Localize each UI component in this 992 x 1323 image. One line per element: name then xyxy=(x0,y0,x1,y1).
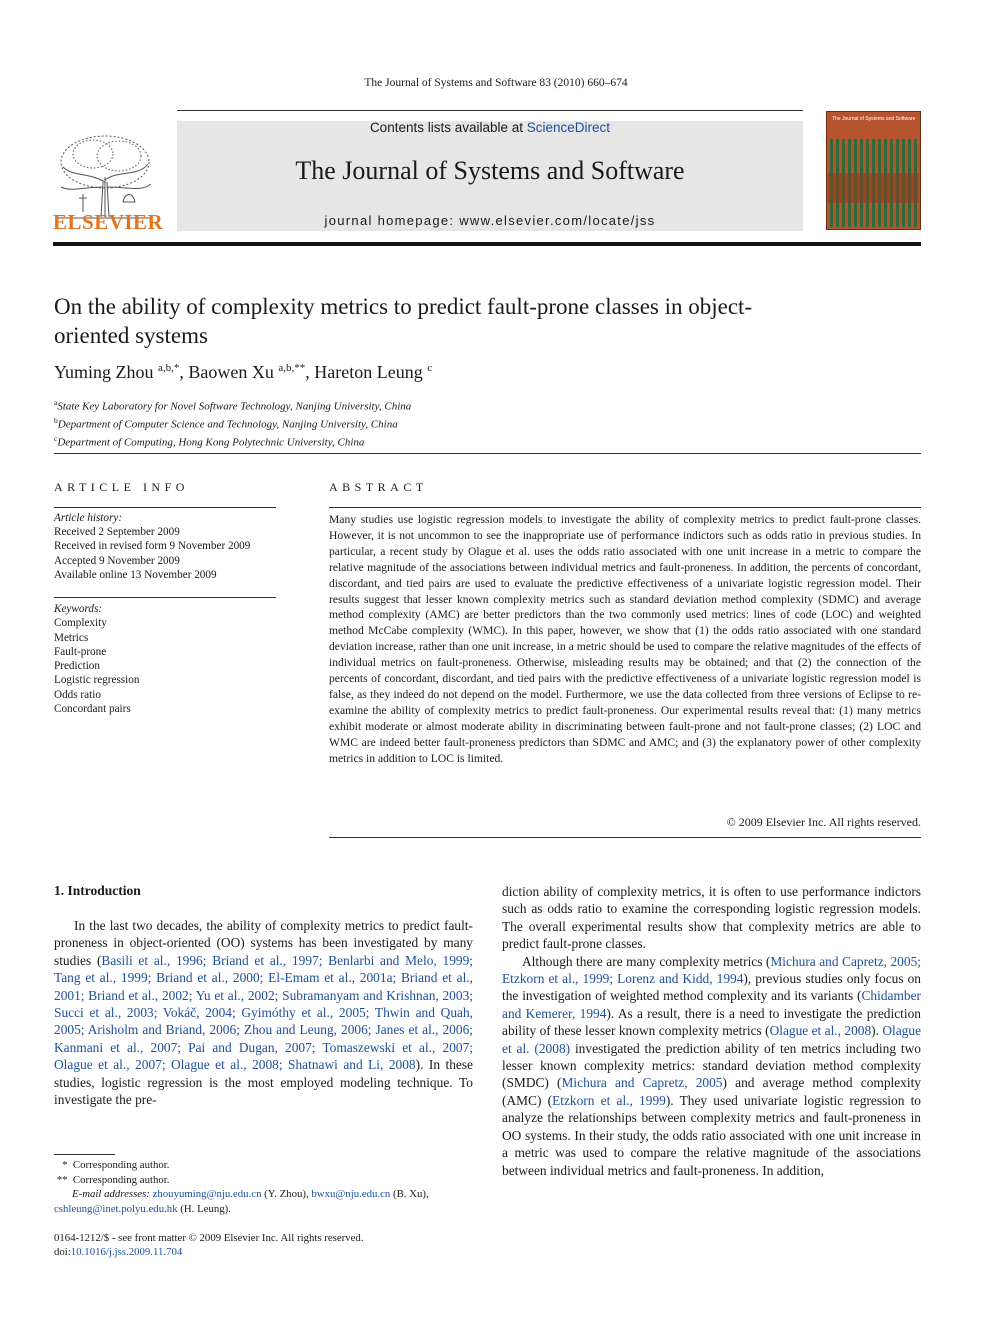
abstract-heading: ABSTRACT xyxy=(329,480,428,494)
footnote-rule xyxy=(54,1154,115,1155)
article-info-rule xyxy=(54,597,276,598)
author-list xyxy=(54,362,432,383)
citation-link[interactable]: Olague et al. (2008) xyxy=(502,1023,922,1056)
text-run: ), previous studies only focus on the investigation of weighted method complexity and its variants ( xyxy=(502,971,921,1004)
affiliation xyxy=(54,432,411,450)
text-run: ). In these studies, logistic regression is the most employed modeling technique. To investigate the pre- xyxy=(54,1057,473,1108)
issn-line: 0164-1212/$ - see front matter © 2009 Elsevier Inc. All rights reserved. xyxy=(54,1232,364,1244)
author-name[interactable]: Hareton Leung xyxy=(314,362,423,382)
article-title: On the ability of complexity metrics to predict fault-prone classes in object-oriented systems xyxy=(54,294,753,348)
email-owner: (H. Leung). xyxy=(177,1202,231,1215)
cover-title: The Journal of Systems and Software xyxy=(832,116,916,122)
homepage-url[interactable]: www.elsevier.com/locate/jss xyxy=(459,213,656,228)
keyword: Logistic regression xyxy=(54,674,140,687)
paragraph: diction ability of complexity metrics, it is often to use performance indictors such as odds ratio to examine the corresponding logistic regression models. The overall experimental results show that complexity metrics are able to predict fault-prone classes. xyxy=(502,884,921,952)
text-run: ). As a result, there is a need to investigate the prediction ability of these lesser known complexity metrics ( xyxy=(502,1005,921,1039)
sciencedirect-link[interactable]: ScienceDirect xyxy=(526,120,611,135)
citation-link[interactable]: Olague et al., 2008 xyxy=(769,1023,872,1039)
abstract-copyright: © 2009 Elsevier Inc. All rights reserved. xyxy=(726,815,921,829)
keyword: Prediction xyxy=(54,660,100,673)
citation-link[interactable]: Etzkorn et al., 1999 xyxy=(552,1092,666,1108)
affiliations xyxy=(54,396,411,450)
keyword: Concordant pairs xyxy=(54,703,131,716)
paragraph xyxy=(502,953,921,1179)
footnote-text: Corresponding author. xyxy=(72,1173,170,1186)
contents-prefix: Contents lists available at xyxy=(369,120,527,135)
section-heading: 1. Introduction xyxy=(54,883,141,898)
journal-title: The Journal of Systems and Software xyxy=(295,156,685,185)
history-item: Received in revised form 9 November 2009 xyxy=(54,540,251,553)
affil-mark: b xyxy=(54,416,58,426)
contents-line xyxy=(177,120,803,135)
citation-links[interactable]: Basili et al., 1996; Briand et al., 1997; Benlarbi and Melo, 1999; Tang et al., 1999; Briand et al., 2000; El-Emam et al., 2001a; Briand et al., 2001; Briand et al., 2002; Yu et al., 2002; Subramanyam and Krishnan, 2003; Succi et al., 2003; Vokáč, 2004; Gyimóthy et al., 2005; Thwin and Quah, 2005; Arisholm and Briand, 2006; Zhou and Leung, 2006; Janes et al., 2006; Kanmani et al., 2007; Pai and Dugan, 2007; Tomaszewski et al., 2007; Olague et al., 2007; Olague et al., 2008; Shatnawi and Li, 2008 xyxy=(54,952,473,1073)
journal-cover-image[interactable] xyxy=(826,111,921,230)
footnote-mark: * xyxy=(62,1159,68,1171)
keyword: Complexity xyxy=(54,617,107,630)
author-affil-marks: c xyxy=(427,362,433,374)
author-affil-marks: a,b,** xyxy=(278,362,306,374)
footnote-text: Corresponding author. xyxy=(72,1159,170,1171)
body-column-right xyxy=(502,883,921,1179)
journal-homepage xyxy=(177,213,803,228)
affiliation xyxy=(54,396,411,414)
running-head: The Journal of Systems and Software 83 (2010) 660–674 xyxy=(364,77,628,89)
email-link[interactable]: zhouyuming@nju.edu.cn xyxy=(152,1188,262,1200)
text-run: Although there are many complexity metrics ( xyxy=(522,953,771,969)
email-link[interactable]: cshleung@inet.polyu.edu.hk xyxy=(54,1202,178,1215)
keyword: Fault-prone xyxy=(54,645,107,658)
affil-mark: c xyxy=(54,434,58,444)
header-thick-rule xyxy=(53,242,921,246)
affil-text: State Key Laboratory for Novel Software Technology, Nanjing University, China xyxy=(57,400,412,413)
elsevier-wordmark[interactable]: ELSEVIER xyxy=(53,210,164,234)
doi-link[interactable]: 10.1016/j.jss.2009.11.704 xyxy=(70,1246,183,1258)
keyword: Odds ratio xyxy=(54,688,101,701)
doi-label: doi: xyxy=(54,1246,71,1258)
footnote xyxy=(54,1173,473,1188)
affil-text: Department of Computer Science and Technology, Nanjing University, China xyxy=(57,418,398,431)
keywords xyxy=(54,602,276,716)
paragraph xyxy=(54,917,473,1108)
author-sep: , xyxy=(305,362,315,382)
email-owner: (B. Xu), xyxy=(390,1188,429,1200)
text-run: ) and average method complexity (AMC) ( xyxy=(502,1075,922,1108)
footnote-emails xyxy=(54,1187,473,1202)
keyword: Metrics xyxy=(54,631,89,644)
footnotes xyxy=(54,1158,473,1216)
keywords-label: Keywords: xyxy=(54,603,103,615)
history-label: Article history: xyxy=(54,512,123,524)
abstract-end-rule xyxy=(329,837,921,838)
header-rule xyxy=(177,110,803,111)
body-column-left xyxy=(54,917,473,1108)
footnote xyxy=(54,1158,473,1173)
article-info-rule xyxy=(54,507,276,508)
article-history xyxy=(54,511,276,582)
text-run: ). xyxy=(871,1023,883,1039)
history-item: Available online 13 November 2009 xyxy=(54,568,217,581)
abstract-text: Many studies use logistic regression models to investigate the ability of complexity metrics to predict fault-prone classes. However, it is not uncommon to see the inappropriate use of performance indictors such as odds ratio in previous studies. In particular, a recent study by Olague et al. uses the odds ratio associated with one unit increase in a metric to compare the relative magnitude of the associations between individual metrics and fault-proneness. In addition, the percents of concordant, discordant, and tied pairs are used to evaluate the predictive effectiveness of a univariate logistic regression model. Their results suggest that lesser known complexity metrics such as standard deviation method complexity (SDMC) and average method complexity (AMC) are better predictors than the two commonly used metrics: lines of code (LOC) and weighted method McCabe complexity (WMC). In this paper, however, we show that (1) the odds ratio associated with one standard deviation increase, rather than one unit increase, in a metric should be used to compare the relative magnitudes of the effects of individual metrics on fault-proneness. Otherwise, misleading results may be obtained; and that (2) the connection of the percents of concordant, discordant, and tied pairs with the predictive effectiveness of a univariate logistic regression model is false, as they indeed do not depend on the model. Furthermore, we use the data collected from three versions of Eclipse to re-examine the ability of complexity metrics to predict fault-proneness. Our experimental results reveal that: (1) many metrics exhibit moderate or almost moderate ability in discriminating between fault-prone and not fault-prone classes; (2) LOC and WMC are indeed better fault-proneness predictors than SDMC and AMC; and (3) the explanatory power of other complexity metrics in addition to LOC is limited. xyxy=(329,513,921,765)
citation-link[interactable]: Michura and Capretz, 2005; Etzkorn et al., 1999; Lorenz and Kidd, 1994 xyxy=(502,953,921,987)
affiliation xyxy=(54,414,411,432)
front-matter-meta xyxy=(54,1231,364,1259)
affil-text: Department of Computing, Hong Kong Polytechnic University, China xyxy=(57,436,365,449)
article-info-heading: ARTICLE INFO xyxy=(54,480,189,494)
section-rule xyxy=(54,453,921,454)
author-sep: , xyxy=(179,362,189,382)
footnote-mark: ** xyxy=(56,1173,68,1186)
affil-mark: a xyxy=(54,398,58,407)
author-name[interactable]: Yuming Zhou xyxy=(54,362,154,382)
email-label: E-mail addresses: xyxy=(72,1188,153,1200)
citation-link[interactable]: Michura and Capretz, 2005 xyxy=(561,1075,723,1091)
history-item: Accepted 9 November 2009 xyxy=(54,554,180,567)
email-owner: (Y. Zhou), xyxy=(261,1188,312,1200)
author-affil-marks: a,b,* xyxy=(158,362,180,374)
author-name[interactable]: Baowen Xu xyxy=(188,362,274,382)
text-run: In the last two decades, the ability of complexity metrics to predict fault-proneness in object-oriented (OO) systems has been investigated by many studies ( xyxy=(54,918,473,968)
citation-link[interactable]: Chidamber and Kemerer, 1994 xyxy=(502,988,921,1021)
text-run: ). They used univariate logistic regression to analyze the relationships between complexity metrics and fault-proneness in OO systems. In their study, the odds ratio associated with one unit increase in a metric was used to compare the relative magnitude of the associations between individual metrics and fault-proneness. In addition, xyxy=(502,1092,921,1178)
text-run: investigated the prediction ability of ten metrics including two lesser known complexity metrics: standard deviation method complexity (SMDC) ( xyxy=(502,1040,921,1091)
homepage-label: journal homepage: xyxy=(324,213,460,228)
abstract-rule xyxy=(329,507,921,508)
email-link[interactable]: bwxu@nju.edu.cn xyxy=(311,1188,391,1200)
doi-line xyxy=(54,1245,364,1259)
history-item: Received 2 September 2009 xyxy=(54,526,180,539)
footnote-emails xyxy=(54,1202,473,1217)
